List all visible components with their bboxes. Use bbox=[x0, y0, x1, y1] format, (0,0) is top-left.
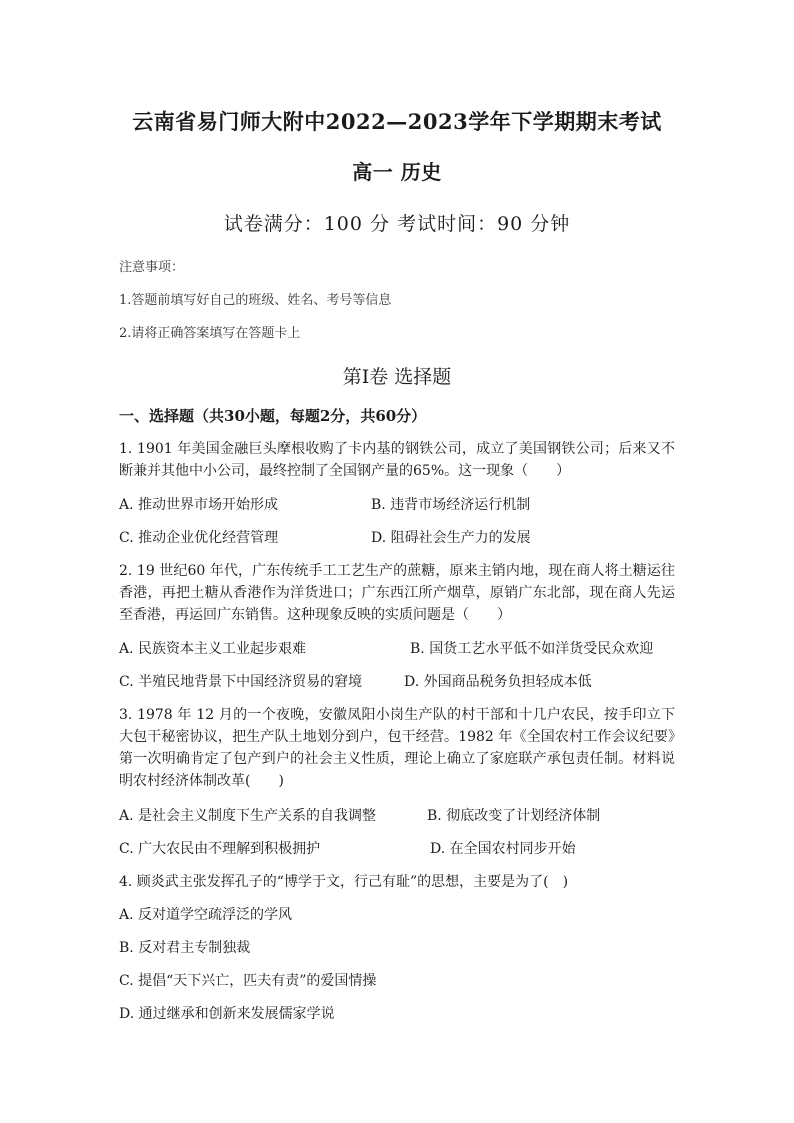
question-4-stem: 4. 顾炎武主张发挥孔子的“博学于文，行己有耻”的思想，主要是为了( ) bbox=[119, 874, 569, 890]
question-3-stem: 3. 1978 年 12 月的一个夜晚，安徽凤阳小岗生产队的村干部和十几户农民，按手印立下大包干秘密协议，把生产队土地划分到户，包干经营。1982 年《全国农村工作会议纪要》第一次明确肯定了包产到户的社会主义性质，理论上确立了家庭联产承包责任制。材料说明农村经济体制改革( ) bbox=[119, 707, 675, 789]
exam-title: 云南省易门师大附中2022—2023学年下学期期末考试 bbox=[132, 109, 662, 134]
note-item-1: 1.答题前填写好自己的班级、姓名、考号等信息 bbox=[119, 293, 392, 308]
question-4-option-a: A. 反对道学空疏浮泛的学风 bbox=[119, 907, 293, 923]
question-1-option-b: B. 违背市场经济运行机制 bbox=[371, 497, 531, 513]
exam-info: 试卷满分：100 分 考试时间：90 分钟 bbox=[223, 213, 571, 235]
question-4-option-b: B. 反对君主专制独裁 bbox=[119, 940, 251, 956]
question-2-option-b: B. 国货工艺水平低不如洋货受民众欢迎 bbox=[410, 641, 654, 657]
question-1-option-a: A. 推动世界市场开始形成 bbox=[119, 497, 279, 513]
note-item-2: 2.请将正确答案填写在答题卡上 bbox=[119, 326, 301, 341]
question-2-option-d: D. 外国商品税务负担轻成本低 bbox=[404, 674, 592, 690]
question-3-option-d: D. 在全国农村同步开始 bbox=[430, 841, 576, 857]
question-2-option-a: A. 民族资本主义工业起步艰难 bbox=[119, 641, 307, 657]
question-1-option-d: D. 阻碍社会生产力的发展 bbox=[371, 530, 531, 546]
question-4-option-c: C. 提倡“天下兴亡，匹夫有责”的爱国情操 bbox=[119, 973, 377, 989]
question-4-option-d: D. 通过继承和创新来发展儒家学说 bbox=[119, 1006, 335, 1022]
question-3-option-b: B. 彻底改变了计划经济体制 bbox=[427, 808, 601, 824]
question-1-stem: 1. 1901 年美国金融巨头摩根收购了卡内基的钢铁公司，成立了美国钢铁公司；后来又不断兼并其他中小公司，最终控制了全国钢产量的65%。这一现象（ ） bbox=[119, 441, 675, 479]
part-title: 一、选择题（共30小题，每题2分，共60分） bbox=[119, 407, 427, 425]
section-title: 第Ⅰ卷 选择题 bbox=[342, 366, 452, 388]
question-3-option-a: A. 是社会主义制度下生产关系的自我调整 bbox=[119, 808, 377, 824]
question-2-option-c: C. 半殖民地背景下中国经济贸易的窘境 bbox=[119, 674, 363, 690]
question-2-stem: 2. 19 世纪60 年代，广东传统手工工艺生产的蔗糖，原来主销内地，现在商人将土糖运往香港，再把土糖从香港作为洋货进口；广东西江所产烟草，原销广东北部，现在商人先运至香港，再运回广东销售。这种现象反映的实质问题是（ ） bbox=[119, 563, 675, 623]
notes-heading: 注意事项： bbox=[119, 260, 185, 275]
question-1-option-c: C. 推动企业优化经营管理 bbox=[119, 530, 279, 546]
question-3-option-c: C. 广大农民由不理解到积极拥护 bbox=[119, 841, 321, 857]
subject-title: 高一 历史 bbox=[352, 160, 442, 184]
